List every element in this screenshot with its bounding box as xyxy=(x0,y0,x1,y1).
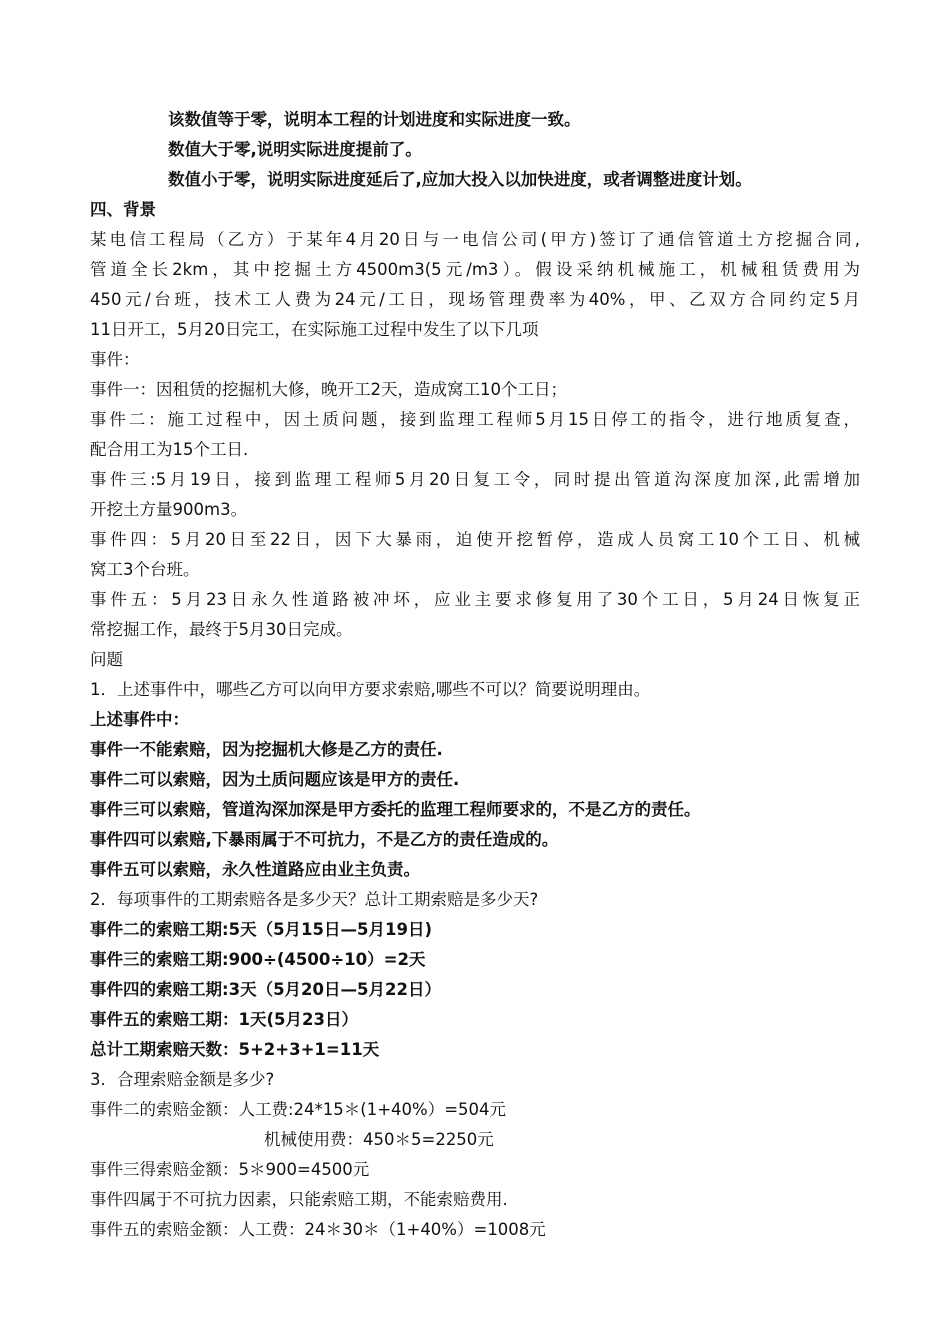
event-line: 常挖掘工作，最终于5月30日完成。 xyxy=(90,620,353,639)
event-line: 开挖土方量900m3。 xyxy=(90,500,248,519)
question-line: 1．上述事件中，哪些乙方可以向甲方要求索赔,哪些不可以？简要说明理由。 xyxy=(90,680,651,699)
answer-line: 上述事件中： xyxy=(90,710,189,729)
answer-line: 事件四的索赔工期:3天（5月20日—5月22日） xyxy=(90,980,441,999)
answer-line: 总计工期索赔天数：5+2+3+1=11天 xyxy=(90,1040,380,1059)
answer-line: 事件二的索赔工期:5天（5月15日—5月19日) xyxy=(90,920,433,939)
answer-line: 事件五可以索赔，永久性道路应由业主负责。 xyxy=(90,860,420,879)
paragraph-line: 11日开工，5月20日完工，在实际施工过程中发生了以下几项 xyxy=(90,320,539,339)
answer-line: 事件二可以索赔，因为土质问题应该是甲方的责任. xyxy=(90,770,460,789)
paragraph-line: 450元/台班，技术工人费为24元/工日，现场管理费率为40%，甲、乙双方合同约定5月 xyxy=(90,290,860,309)
event-line: 事件五：5月23日永久性道路被冲坏，应业主要求修复用了30个工日，5月24日恢复正 xyxy=(90,590,860,609)
calculation-line: 机械使用费：450＊5=2250元 xyxy=(264,1130,494,1149)
calculation-line: 事件二的索赔金额：人工费:24*15＊(1+40%）=504元 xyxy=(90,1100,507,1119)
question-heading: 问题 xyxy=(90,650,123,669)
answer-line: 事件三可以索赔，管道沟深加深是甲方委托的监理工程师要求的，不是乙方的责任。 xyxy=(90,800,701,819)
event-line: 事件一：因租赁的挖掘机大修，晚开工2天，造成窝工10个工日； xyxy=(90,380,567,399)
calculation-line: 事件五的索赔金额：人工费：24＊30＊（1+40%）=1008元 xyxy=(90,1220,546,1239)
event-line: 事件三:5月19日，接到监理工程师5月20日复工令，同时提出管道沟深度加深,此需增加 xyxy=(90,470,860,489)
event-line: 配合用工为15个工日. xyxy=(90,440,249,459)
question-line: 2．每项事件的工期索赔各是多少天？总计工期索赔是多少天? xyxy=(90,890,539,909)
section-heading: 四、背景 xyxy=(90,200,156,219)
event-line: 事件四：5月20日至22日，因下大暴雨，迫使开挖暂停，造成人员窝工10个工日、机械 xyxy=(90,530,860,549)
paragraph-line: 数值小于零，说明实际进度延后了,应加大投入以加快进度，或者调整进度计划。 xyxy=(168,170,752,189)
paragraph-line: 该数值等于零，说明本工程的计划进度和实际进度一致。 xyxy=(168,110,581,129)
answer-line: 事件五的索赔工期：1天(5月23日） xyxy=(90,1010,358,1029)
answer-line: 事件三的索赔工期:900÷(4500÷10）=2天 xyxy=(90,950,426,969)
answer-line: 事件一不能索赔，因为挖掘机大修是乙方的责任. xyxy=(90,740,443,759)
calculation-line: 事件四属于不可抗力因素，只能索赔工期，不能索赔费用. xyxy=(90,1190,508,1209)
calculation-line: 事件三得索赔金额：5＊900=4500元 xyxy=(90,1160,370,1179)
event-line: 窝工3个台班。 xyxy=(90,560,200,579)
answer-line: 事件四可以索赔,下暴雨属于不可抗力，不是乙方的责任造成的。 xyxy=(90,830,559,849)
paragraph-line: 事件： xyxy=(90,350,140,369)
paragraph-line: 管道全长2km，其中挖掘土方4500m3(5元/m3）。假设采纳机械施工，机械租赁费用为 xyxy=(90,260,860,279)
paragraph-line: 数值大于零,说明实际进度提前了。 xyxy=(168,140,422,159)
question-line: 3．合理索赔金额是多少? xyxy=(90,1070,275,1089)
event-line: 事件二：施工过程中，因土质问题，接到监理工程师5月15日停工的指令，进行地质复查， xyxy=(90,410,860,429)
paragraph-line: 某电信工程局（乙方）于某年4月20日与一电信公司(甲方)签订了通信管道土方挖掘合同, xyxy=(90,230,860,249)
